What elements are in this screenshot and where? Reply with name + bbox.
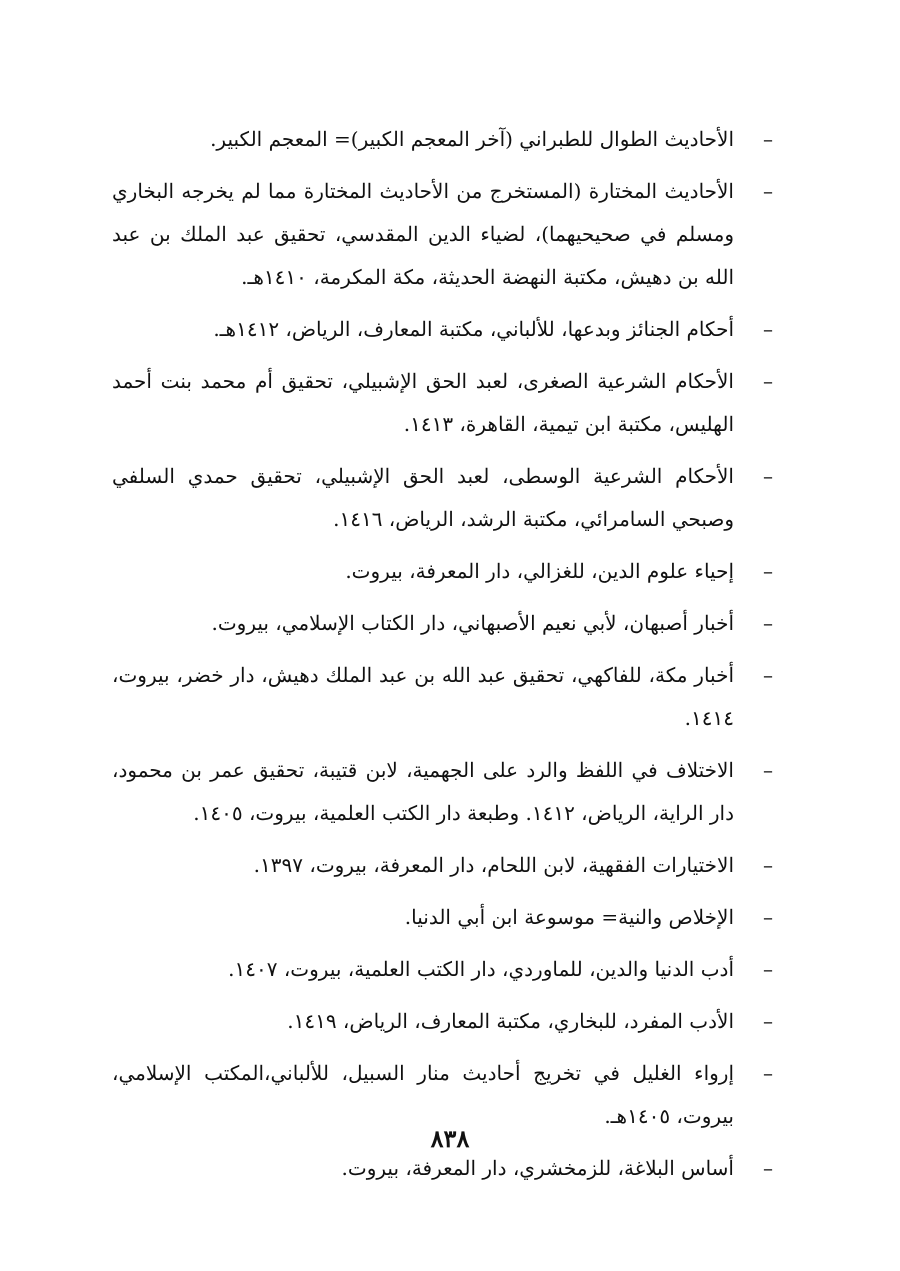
reference-text: أدب الدنيا والدين، للماوردي، دار الكتب العلمية، بيروت، ١٤٠٧. (228, 957, 734, 981)
reference-text: الأحكام الشرعية الصغرى، لعبد الحق الإشبيلي، تحقيق أم محمد بنت أحمد الهليس، مكتبة ابن تيمية، القاهرة، ١٤١٣. (112, 369, 734, 436)
reference-text: الاختيارات الفقهية، لابن اللحام، دار المعرفة، بيروت، ١٣٩٧. (253, 853, 734, 877)
bullet-dash: – (763, 1156, 773, 1180)
reference-text: الأحكام الشرعية الوسطى، لعبد الحق الإشبيلي، تحقيق حمدي السلفي وصبحي السامرائي، مكتبة الرشد، الرياض، ١٤١٦. (112, 464, 734, 531)
reference-text: أخبار مكة، للفاكهي، تحقيق عبد الله بن عبد الملك دهيش، دار خضر، بيروت، ١٤١٤. (112, 663, 734, 730)
reference-text: أخبار أصبهان، لأبي نعيم الأصبهاني، دار الكتاب الإسلامي، بيروت. (211, 611, 734, 635)
reference-item (112, 360, 786, 446)
reference-text: الأحاديث المختارة (المستخرج من الأحاديث المختارة مما لم يخرجه البخاري ومسلم في صحيحيهما)، لضياء الدين المقدسي، تحقيق عبد الملك بن عبد الله بن دهيش، مكتبة النهضة الحديثة، مكة المكرمة، ١٤١٠هـ. (112, 179, 734, 289)
bullet-dash: – (763, 663, 773, 687)
bullet-dash: – (763, 559, 773, 583)
reference-item (112, 550, 786, 593)
reference-item (112, 308, 786, 351)
reference-item (112, 1147, 786, 1190)
reference-list (112, 118, 786, 1199)
bullet-dash: – (763, 611, 773, 635)
reference-text: الاختلاف في اللفظ والرد على الجهمية، لابن قتيبة، تحقيق عمر بن محمود، دار الراية، الرياض، ١٤١٢. وطبعة دار الكتب العلمية، بيروت، ١٤٠٥. (112, 758, 734, 825)
reference-text: أحكام الجنائز وبدعها، للألباني، مكتبة المعارف، الرياض، ١٤١٢هـ. (213, 317, 734, 341)
reference-item (112, 602, 786, 645)
reference-item (112, 896, 786, 939)
reference-item (112, 170, 786, 299)
bullet-dash: – (763, 1061, 773, 1085)
reference-text: الإخلاص والنية= موسوعة ابن أبي الدنيا. (404, 905, 734, 929)
reference-item (112, 749, 786, 835)
reference-item (112, 844, 786, 887)
reference-item (112, 948, 786, 991)
bullet-dash: – (763, 127, 773, 151)
bullet-dash: – (763, 853, 773, 877)
reference-item (112, 118, 786, 161)
bullet-dash: – (763, 317, 773, 341)
bullet-dash: – (763, 1009, 773, 1033)
reference-text: الأحاديث الطوال للطبراني (آخر المعجم الكبير)= المعجم الكبير. (210, 127, 734, 151)
reference-item (112, 455, 786, 541)
reference-item (112, 1000, 786, 1043)
bullet-dash: – (763, 957, 773, 981)
page-number: ٨٣٨ (430, 1124, 470, 1153)
bullet-dash: – (763, 464, 773, 488)
bullet-dash: – (763, 369, 773, 393)
reference-text: إرواء الغليل في تخريج أحاديث منار السبيل، للألباني،المكتب الإسلامي، بيروت، ١٤٠٥هـ. (112, 1061, 734, 1128)
bullet-dash: – (763, 905, 773, 929)
reference-item (112, 654, 786, 740)
bullet-dash: – (763, 758, 773, 782)
reference-text: إحياء علوم الدين، للغزالي، دار المعرفة، بيروت. (345, 559, 734, 583)
reference-text: الأدب المفرد، للبخاري، مكتبة المعارف، الرياض، ١٤١٩. (287, 1009, 734, 1033)
bullet-dash: – (763, 179, 773, 203)
reference-text: أساس البلاغة، للزمخشري، دار المعرفة، بيروت. (341, 1156, 734, 1180)
